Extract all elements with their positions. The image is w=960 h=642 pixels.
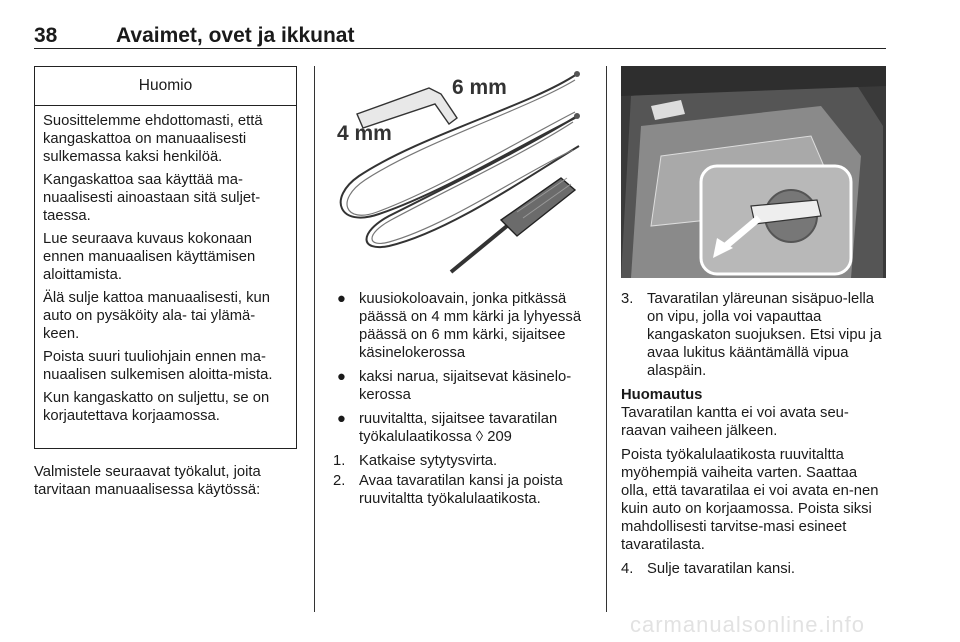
bullet-text: kaksi narua, sijaitsevat käsinelo-kerossa <box>359 369 572 403</box>
note-title: Huomio <box>35 67 296 106</box>
note-paragraph: Lue seuraava kuvaus kokonaan ennen manuaalisen käyttämisen aloittamista. <box>43 231 256 283</box>
tools-illustration <box>329 66 597 278</box>
tools-list-column <box>329 290 597 510</box>
step-item <box>621 560 887 578</box>
warning-note-box <box>34 66 297 449</box>
cord <box>372 122 573 243</box>
note-paragraph: Kangaskattoa saa käyttää ma-nuaalisesti ainoastaan sitä suljet-taessa. <box>43 172 261 224</box>
list-item: ● kaksi narua, sijaitsevat käsinelo-kerossa <box>337 369 572 403</box>
column-divider <box>314 66 315 612</box>
bullet-text: kuusiokoloavain, jonka pitkässä päässä on 4 mm kärki ja lyhyessä päässä on 6 mm kärki, sijaitsee käsinelokerossa <box>359 291 582 361</box>
cord-end <box>574 113 580 119</box>
step-number: 1. <box>333 453 346 469</box>
list-item: ● kuusiokoloavain, jonka pitkässä päässä on 4 mm kärki ja lyhyessä päässä on 6 mm kärki, sijaitsee käsinelokerossa <box>337 291 582 361</box>
step-item <box>621 290 887 380</box>
step-text: Tavaratilan yläreunan sisäpuo-lella on vipu, jolla voi vapauttaa kangaskaton suojuksen. Etsi vipu ja avaa lukitus kääntämällä vipua alaspäin. <box>647 291 882 379</box>
remark-paragraph: Poista työkalulaatikosta ruuvitaltta myöhempiä vaiheita varten. Saattaa olla, että tavaratilaa ei voi avata en-nen kuin auto on korjaamossa. Poista siksi mahdollisesti tarvitse-masi esineet tavaratilasta. <box>621 447 879 553</box>
step-text: Avaa tavaratilan kansi ja poista ruuvitaltta työkalulaatikosta. <box>359 473 563 507</box>
step-text: Sulje tavaratilan kansi. <box>647 561 796 577</box>
intro-paragraph: Valmistele seuraavat työkalut, joita tarvitaan manuaalisessa käytössä: <box>34 464 261 498</box>
step-item <box>329 452 597 470</box>
cord-end <box>574 71 580 77</box>
column-divider <box>606 66 607 612</box>
step-number: 3. <box>621 291 634 307</box>
list-item: ● ruuvitaltta, sijaitsee tavaratilan työkalulaatikossa ◊ 209 <box>337 411 558 445</box>
trunk-drawing <box>621 66 886 278</box>
step-number: 4. <box>621 561 634 577</box>
label-6mm: 6 mm <box>452 76 507 99</box>
remark-title: Huomautus <box>621 387 703 403</box>
step-item <box>329 472 597 508</box>
note-paragraph: Poista suuri tuuliohjain ennen ma-nuaalisen sulkemisen aloitta-mista. <box>43 349 273 383</box>
step-text: Katkaise sytytysvirta. <box>359 453 498 469</box>
page-header <box>34 20 886 49</box>
note-paragraph: Kun kangaskatto on suljettu, se on korjautettava korjaamossa. <box>43 390 270 424</box>
note-paragraph: Suosittelemme ehdottomasti, että kangaskattoa on manuaalisesti sulkemassa kaksi henkilöä. <box>43 113 263 165</box>
note-paragraph: Älä sulje kattoa manuaalisesti, kun auto on pysäköity ala- tai ylämä-keen. <box>43 290 271 342</box>
tools-drawing <box>329 66 597 278</box>
screwdriver-shaft <box>451 226 507 272</box>
remark-paragraph: Tavaratilan kantta ei voi avata seu-raavan vaiheen jälkeen. <box>621 405 849 439</box>
bullet-text: ruuvitaltta, sijaitsee tavaratilan työkalulaatikossa ◊ 209 <box>359 411 558 445</box>
instructions-column <box>621 290 887 580</box>
watermark: carmanualsonline.info <box>630 612 866 637</box>
cord <box>367 116 580 247</box>
page-number: 38 <box>34 24 58 47</box>
label-4mm: 4 mm <box>337 122 392 145</box>
step-number: 2. <box>333 473 346 489</box>
chapter-title: Avaimet, ovet ja ikkunat <box>116 24 355 47</box>
trunk-illustration <box>621 66 886 278</box>
